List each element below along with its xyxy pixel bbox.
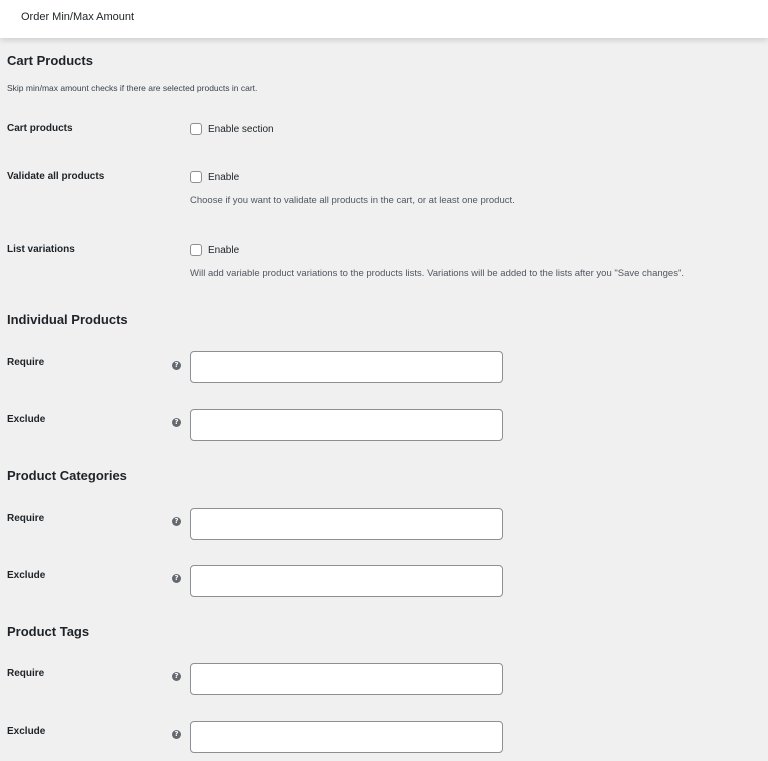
product-tags-require-input[interactable] <box>190 663 503 695</box>
checkbox-label: Enable <box>208 171 240 183</box>
section-title-cart-products: Cart Products <box>7 53 93 68</box>
top-bar <box>0 0 768 38</box>
question-circle-icon[interactable]: ? <box>172 517 181 526</box>
product-categories-require-input[interactable] <box>190 508 503 540</box>
question-circle-icon[interactable]: ? <box>172 672 181 681</box>
list-variations-checkbox-row[interactable] <box>190 244 239 256</box>
label-validate-all-products: Validate all products <box>7 171 105 182</box>
label-cart-products: Cart products <box>7 123 73 134</box>
checkbox-label: Enable section <box>208 123 274 135</box>
validate-all-checkbox-row[interactable] <box>190 171 239 183</box>
page-title: Order Min/Max Amount <box>21 11 135 23</box>
label-individual-exclude: Exclude <box>7 414 46 425</box>
question-circle-icon[interactable]: ? <box>172 730 181 739</box>
label-tags-exclude: Exclude <box>7 726 46 737</box>
question-circle-icon[interactable]: ? <box>172 574 181 583</box>
question-circle-icon[interactable]: ? <box>172 361 181 370</box>
individual-products-require-input[interactable] <box>190 351 503 383</box>
section-title-individual-products: Individual Products <box>7 312 128 327</box>
label-categories-exclude: Exclude <box>7 570 46 581</box>
checkbox-label: Enable <box>208 244 240 256</box>
cart-products-checkbox-row[interactable] <box>190 123 274 135</box>
section-description: Skip min/max amount checks if there are selected products in cart. <box>7 83 258 93</box>
label-tags-require: Require <box>7 668 45 679</box>
validate-all-checkbox[interactable] <box>190 171 202 183</box>
list-variations-help-text: Will add variable product variations to the products lists. Variations will be added to the lists after you "Save changes". <box>190 268 684 279</box>
product-categories-exclude-input[interactable] <box>190 565 503 597</box>
individual-products-exclude-input[interactable] <box>190 409 503 441</box>
question-circle-icon[interactable]: ? <box>172 418 181 427</box>
section-title-product-categories: Product Categories <box>7 468 127 483</box>
validate-all-help-text: Choose if you want to validate all products in the cart, or at least one product. <box>190 195 515 206</box>
label-individual-require: Require <box>7 357 45 368</box>
label-list-variations: List variations <box>7 244 75 255</box>
product-tags-exclude-input[interactable] <box>190 721 503 753</box>
section-title-product-tags: Product Tags <box>7 624 90 639</box>
enable-section-checkbox[interactable] <box>190 123 202 135</box>
list-variations-checkbox[interactable] <box>190 244 202 256</box>
label-categories-require: Require <box>7 513 45 524</box>
